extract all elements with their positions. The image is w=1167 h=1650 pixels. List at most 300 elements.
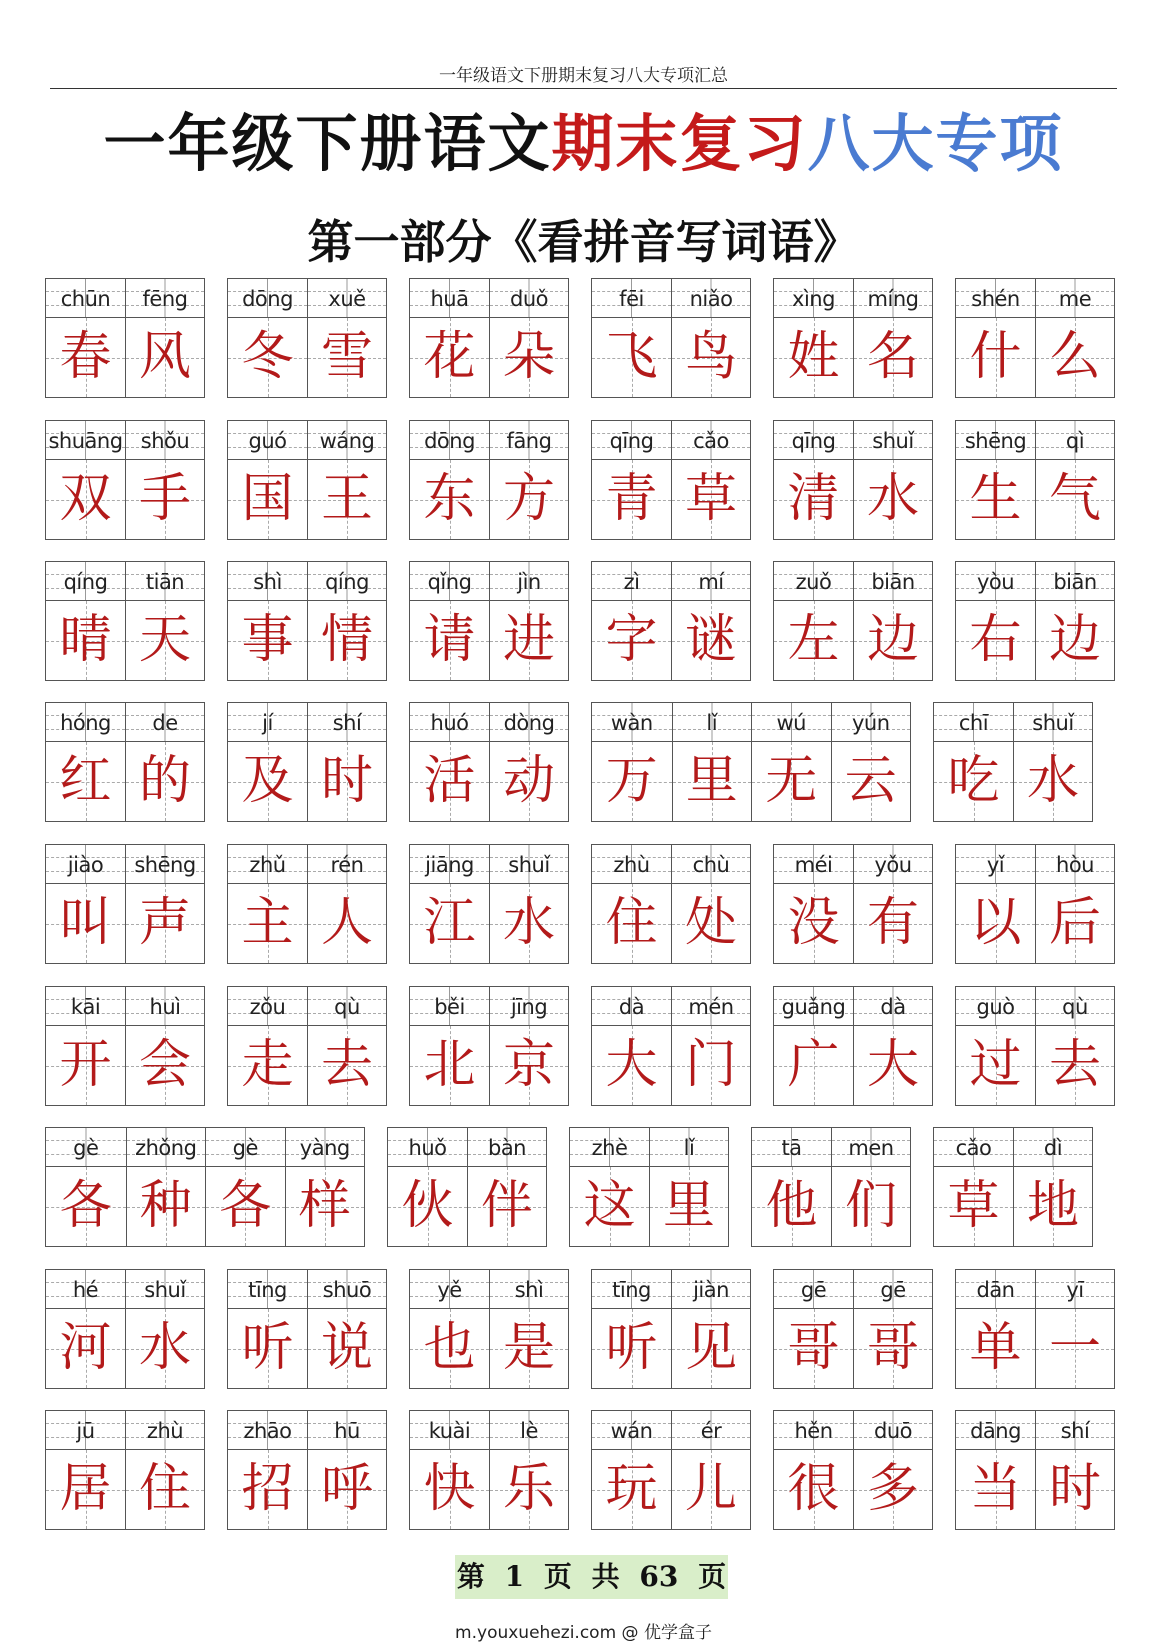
hanzi-text: 云	[844, 751, 897, 811]
hanzi-cell	[672, 318, 750, 397]
hanzi-cell	[592, 1026, 671, 1105]
pinyin-cell	[956, 1411, 1035, 1450]
char-cell	[125, 987, 204, 1105]
hanzi-text: 无	[765, 751, 818, 811]
word-box	[773, 986, 933, 1106]
pinyin-text: biān	[1053, 570, 1097, 594]
char-cell	[410, 845, 489, 963]
hanzi-cell	[1036, 460, 1114, 539]
hanzi-cell	[308, 1309, 386, 1388]
hanzi-text: 边	[866, 610, 919, 670]
pinyin-text: lǐ	[683, 1136, 695, 1160]
hanzi-text: 处	[684, 893, 737, 953]
hanzi-text: 住	[138, 1459, 191, 1519]
hanzi-cell	[126, 601, 204, 680]
hanzi-text: 有	[866, 893, 919, 953]
pinyin-cell	[308, 1411, 386, 1450]
hanzi-text: 吃	[947, 751, 1000, 811]
hanzi-cell	[308, 460, 386, 539]
pinyin-cell	[592, 279, 671, 318]
word-box	[227, 702, 387, 822]
hanzi-cell	[286, 1167, 365, 1246]
hanzi-text: 种	[139, 1176, 192, 1236]
pinyin-text: běi	[434, 995, 465, 1019]
char-cell	[1013, 1128, 1092, 1246]
hanzi-text: 是	[502, 1318, 555, 1378]
footer-site: m.youxuehezi.com @ 优学盒子	[455, 1623, 712, 1643]
pinyin-cell	[228, 987, 307, 1026]
hanzi-text: 王	[320, 469, 373, 529]
hanzi-text: 门	[684, 1035, 737, 1095]
hanzi-text: 多	[866, 1459, 919, 1519]
char-cell	[489, 987, 568, 1105]
pinyin-cell	[832, 1128, 910, 1167]
pinyin-text: bàn	[487, 1136, 526, 1160]
pinyin-text: lè	[520, 1419, 538, 1443]
pinyin-text: méi	[794, 853, 833, 877]
pinyin-cell	[127, 1128, 206, 1167]
word-box	[227, 1410, 387, 1530]
pinyin-text: shuǐ	[144, 1278, 186, 1302]
pinyin-text: jí	[262, 711, 273, 735]
pinyin-text: qù	[334, 995, 360, 1019]
char-cell	[752, 1128, 831, 1246]
hanzi-text: 草	[947, 1176, 1000, 1236]
pinyin-cell	[650, 1128, 728, 1167]
pinyin-cell	[592, 1411, 671, 1450]
hanzi-cell	[752, 742, 831, 821]
pinyin-cell	[934, 1128, 1013, 1167]
pinyin-cell	[490, 1270, 568, 1309]
pinyin-cell	[854, 279, 932, 318]
pinyin-text: duō	[874, 1419, 912, 1443]
pinyin-text: shí	[332, 711, 362, 735]
hanzi-cell	[956, 601, 1035, 680]
word-box	[45, 278, 205, 398]
word-box	[569, 1127, 729, 1247]
pinyin-text: kāi	[70, 995, 101, 1019]
hanzi-text: 进	[502, 610, 555, 670]
pinyin-text: tā	[781, 1136, 802, 1160]
hanzi-text: 清	[787, 469, 840, 529]
hanzi-text: 大	[866, 1035, 919, 1095]
hanzi-cell	[228, 742, 307, 821]
pinyin-text: fēi	[619, 287, 644, 311]
hanzi-text: 万	[605, 751, 658, 811]
pinyin-cell	[126, 1411, 204, 1450]
pinyin-text: men	[848, 1136, 894, 1160]
hanzi-cell	[832, 1167, 910, 1246]
char-cell	[831, 703, 911, 821]
char-cell	[228, 421, 307, 539]
word-box	[227, 278, 387, 398]
hanzi-text: 时	[1048, 1459, 1101, 1519]
char-cell	[125, 845, 204, 963]
char-cell	[592, 562, 671, 680]
pinyin-cell	[1036, 1411, 1114, 1450]
hanzi-text: 水	[502, 893, 555, 953]
hanzi-text: 后	[1048, 893, 1101, 953]
pinyin-text: zhù	[613, 853, 650, 877]
pinyin-cell	[46, 703, 125, 742]
pinyin-text: zhè	[591, 1136, 628, 1160]
pinyin-text: jiāng	[425, 853, 474, 877]
pinyin-cell	[286, 1128, 365, 1167]
hanzi-cell	[126, 1026, 204, 1105]
hanzi-cell	[934, 1167, 1013, 1246]
hanzi-text: 右	[969, 610, 1022, 670]
hanzi-cell	[308, 1450, 386, 1529]
hanzi-text: 快	[423, 1459, 476, 1519]
char-cell	[774, 1411, 853, 1529]
hanzi-cell	[1014, 1167, 1092, 1246]
hanzi-text: 听	[241, 1318, 294, 1378]
pinyin-text: yǒu	[874, 853, 912, 877]
pinyin-cell	[672, 421, 750, 460]
word-box	[227, 986, 387, 1106]
pinyin-cell	[956, 279, 1035, 318]
pinyin-cell	[956, 845, 1035, 884]
char-cell	[46, 1411, 125, 1529]
hanzi-text: 广	[787, 1035, 840, 1095]
hanzi-text: 及	[241, 751, 294, 811]
char-cell	[649, 1128, 728, 1246]
hanzi-text: 江	[423, 893, 476, 953]
pinyin-cell	[592, 987, 671, 1026]
word-box	[227, 844, 387, 964]
hanzi-text: 动	[502, 751, 555, 811]
pinyin-text: tīng	[612, 1278, 651, 1302]
pinyin-text: qù	[1062, 995, 1088, 1019]
word-box	[591, 278, 751, 398]
hanzi-text: 时	[320, 751, 373, 811]
hanzi-cell	[468, 1167, 546, 1246]
word-box	[933, 1127, 1093, 1247]
pinyin-text: gē	[880, 1278, 906, 1302]
pinyin-text: ér	[700, 1419, 722, 1443]
hanzi-cell	[490, 1450, 568, 1529]
hanzi-text: 里	[685, 751, 738, 811]
hanzi-cell	[956, 1026, 1035, 1105]
hanzi-cell	[308, 884, 386, 963]
header-small-title: 一年级语文下册期末复习八大专项汇总	[439, 66, 728, 86]
hanzi-cell	[410, 884, 489, 963]
pinyin-text: jīng	[510, 995, 548, 1019]
hanzi-text: 各	[219, 1176, 272, 1236]
word-box	[409, 986, 569, 1106]
hanzi-text: 开	[59, 1035, 112, 1095]
hanzi-text: 方	[502, 469, 555, 529]
word-box	[773, 420, 933, 540]
pinyin-text: jiàn	[693, 1278, 729, 1302]
word-box	[751, 1127, 911, 1247]
char-cell	[307, 1411, 386, 1529]
hanzi-cell	[490, 601, 568, 680]
hanzi-text: 左	[787, 610, 840, 670]
word-box	[409, 702, 569, 822]
hanzi-cell	[592, 1309, 671, 1388]
pinyin-cell	[228, 845, 307, 884]
hanzi-text: 也	[423, 1318, 476, 1378]
hanzi-cell	[46, 884, 125, 963]
pinyin-cell	[228, 1411, 307, 1450]
pinyin-cell	[592, 562, 671, 601]
pinyin-cell	[774, 279, 853, 318]
hanzi-text: 大	[605, 1035, 658, 1095]
pinyin-cell	[673, 703, 752, 742]
pinyin-cell	[46, 1128, 126, 1167]
pinyin-text: gè	[232, 1136, 258, 1160]
hanzi-cell	[934, 742, 1013, 821]
hanzi-cell	[126, 1309, 204, 1388]
hanzi-cell	[592, 318, 671, 397]
word-box	[45, 1410, 205, 1530]
char-cell	[489, 562, 568, 680]
pinyin-text: qīng	[609, 429, 654, 453]
hanzi-cell	[490, 884, 568, 963]
hanzi-cell	[752, 1167, 831, 1246]
pinyin-cell	[490, 279, 568, 318]
hanzi-cell	[490, 318, 568, 397]
pinyin-cell	[570, 1128, 649, 1167]
hanzi-cell	[410, 742, 489, 821]
hanzi-text: 过	[969, 1035, 1022, 1095]
pinyin-text: shì	[253, 570, 282, 594]
hanzi-text: 花	[423, 327, 476, 387]
hanzi-text: 玩	[605, 1459, 658, 1519]
pinyin-text: jìn	[517, 570, 541, 594]
char-cell	[489, 279, 568, 397]
main-title-blue: 八大专项	[807, 107, 1064, 180]
pinyin-cell	[956, 987, 1035, 1026]
char-cell	[46, 1128, 126, 1246]
hanzi-text: 哥	[787, 1318, 840, 1378]
hanzi-text: 叫	[59, 893, 112, 953]
pinyin-cell	[774, 987, 853, 1026]
hanzi-text: 伴	[480, 1176, 533, 1236]
char-cell	[1013, 703, 1092, 821]
hanzi-text: 飞	[605, 327, 658, 387]
pinyin-text: fēng	[142, 287, 188, 311]
pinyin-text: wú	[776, 711, 806, 735]
pinyin-text: de	[152, 711, 178, 735]
hanzi-cell	[490, 1309, 568, 1388]
char-cell	[1035, 279, 1114, 397]
hanzi-text: 风	[138, 327, 191, 387]
pinyin-text: huì	[149, 995, 181, 1019]
hanzi-text: 主	[241, 893, 294, 953]
pinyin-cell	[854, 845, 932, 884]
hanzi-cell	[854, 601, 932, 680]
hanzi-cell	[650, 1167, 728, 1246]
pinyin-text: lǐ	[706, 711, 718, 735]
char-cell	[751, 703, 831, 821]
pinyin-cell	[308, 703, 386, 742]
hanzi-text: 见	[684, 1318, 737, 1378]
hanzi-text: 听	[605, 1318, 658, 1378]
char-cell	[46, 987, 125, 1105]
hanzi-text: 生	[969, 469, 1022, 529]
pinyin-text: dì	[1043, 1136, 1063, 1160]
char-cell	[285, 1128, 365, 1246]
char-cell	[307, 703, 386, 821]
pinyin-cell	[468, 1128, 546, 1167]
pinyin-text: mí	[698, 570, 724, 594]
hanzi-cell	[1036, 318, 1114, 397]
char-cell	[1035, 987, 1114, 1105]
hanzi-cell	[774, 318, 853, 397]
hanzi-text: 当	[969, 1459, 1022, 1519]
main-title-black: 一年级下册语文	[103, 107, 552, 180]
char-cell	[592, 421, 671, 539]
char-cell	[592, 845, 671, 963]
hanzi-text: 情	[320, 610, 373, 670]
hanzi-cell	[308, 1026, 386, 1105]
char-cell	[956, 421, 1035, 539]
pinyin-text: qíng	[325, 570, 369, 594]
pinyin-text: qǐng	[427, 570, 472, 594]
char-cell	[1035, 1411, 1114, 1529]
char-cell	[46, 703, 125, 821]
hanzi-cell	[308, 742, 386, 821]
pinyin-text: míng	[867, 287, 919, 311]
pinyin-cell	[228, 562, 307, 601]
pinyin-text: huǒ	[408, 1136, 447, 1160]
char-cell	[489, 845, 568, 963]
pinyin-text: zì	[623, 570, 640, 594]
hanzi-cell	[228, 1026, 307, 1105]
pinyin-cell	[1036, 845, 1114, 884]
char-cell	[671, 279, 750, 397]
char-cell	[774, 421, 853, 539]
char-cell	[489, 421, 568, 539]
hanzi-cell	[673, 742, 752, 821]
hanzi-text: 边	[1048, 610, 1101, 670]
hanzi-text: 活	[423, 751, 476, 811]
hanzi-text: 事	[241, 610, 294, 670]
pinyin-text: chù	[692, 853, 730, 877]
hanzi-text: 红	[59, 751, 112, 811]
pinyin-cell	[46, 1411, 125, 1450]
section-title: 第一部分《看拼音写词语》	[307, 215, 860, 269]
word-box	[409, 561, 569, 681]
char-cell	[853, 987, 932, 1105]
pinyin-text: mén	[688, 995, 734, 1019]
pinyin-text: hěn	[794, 1419, 833, 1443]
pinyin-cell	[934, 703, 1013, 742]
word-box	[591, 702, 911, 822]
pinyin-text: dān	[976, 1278, 1015, 1302]
page-number: 第 1 页 共 63 页	[455, 1555, 728, 1599]
word-box	[773, 1410, 933, 1530]
pinyin-text: gē	[800, 1278, 827, 1302]
hanzi-cell	[410, 1026, 489, 1105]
pinyin-text: kuài	[428, 1419, 471, 1443]
char-cell	[467, 1128, 546, 1246]
hanzi-text: 姓	[787, 327, 840, 387]
pinyin-cell	[854, 562, 932, 601]
pinyin-cell	[490, 1411, 568, 1450]
word-box	[955, 1269, 1115, 1389]
hanzi-text: 说	[320, 1318, 373, 1378]
hanzi-text: 儿	[684, 1459, 737, 1519]
pinyin-cell	[126, 421, 204, 460]
pinyin-cell	[854, 1270, 932, 1309]
pinyin-text: gè	[73, 1136, 99, 1160]
pinyin-cell	[388, 1128, 467, 1167]
hanzi-cell	[206, 1167, 285, 1246]
hanzi-cell	[46, 1450, 125, 1529]
hanzi-text: 水	[1026, 751, 1079, 811]
hanzi-cell	[570, 1167, 649, 1246]
hanzi-cell	[1036, 884, 1114, 963]
pinyin-cell	[410, 1270, 489, 1309]
hanzi-cell	[126, 884, 204, 963]
pinyin-cell	[832, 703, 911, 742]
hanzi-cell	[672, 1309, 750, 1388]
char-cell	[125, 279, 204, 397]
hanzi-cell	[854, 1309, 932, 1388]
char-cell	[228, 845, 307, 963]
pinyin-cell	[1014, 703, 1092, 742]
pinyin-text: niǎo	[689, 287, 733, 311]
pinyin-cell	[956, 1270, 1035, 1309]
pinyin-text: zhǔ	[249, 853, 286, 877]
char-cell	[956, 845, 1035, 963]
word-box	[591, 844, 751, 964]
word-box	[773, 561, 933, 681]
pinyin-cell	[774, 1411, 853, 1450]
hanzi-text: 青	[605, 469, 658, 529]
pinyin-cell	[308, 845, 386, 884]
hanzi-cell	[46, 1309, 125, 1388]
char-cell	[671, 987, 750, 1105]
char-cell	[410, 562, 489, 680]
hanzi-cell	[410, 318, 489, 397]
hanzi-cell	[46, 1167, 126, 1246]
pinyin-cell	[672, 562, 750, 601]
pinyin-cell	[1036, 562, 1114, 601]
hanzi-cell	[672, 1026, 750, 1105]
char-cell	[1035, 845, 1114, 963]
hanzi-text: 招	[241, 1459, 294, 1519]
pinyin-text: zǒu	[249, 995, 286, 1019]
pinyin-cell	[490, 562, 568, 601]
char-cell	[570, 1128, 649, 1246]
pinyin-cell	[1036, 987, 1114, 1026]
char-cell	[46, 421, 125, 539]
pinyin-cell	[308, 987, 386, 1026]
hanzi-cell	[854, 1450, 932, 1529]
pinyin-text: yī	[1066, 1278, 1084, 1302]
hanzi-cell	[956, 318, 1035, 397]
char-cell	[671, 845, 750, 963]
char-cell	[671, 421, 750, 539]
pinyin-cell	[126, 279, 204, 318]
char-cell	[307, 562, 386, 680]
pinyin-text: shuǐ	[508, 853, 550, 877]
hanzi-text: 气	[1048, 469, 1101, 529]
pinyin-text: biān	[871, 570, 915, 594]
pinyin-text: yàng	[299, 1136, 350, 1160]
hanzi-cell	[490, 742, 568, 821]
hanzi-text: 国	[241, 469, 294, 529]
hanzi-cell	[490, 460, 568, 539]
pinyin-text: jū	[76, 1419, 95, 1443]
hanzi-text: 住	[605, 893, 658, 953]
pinyin-cell	[410, 421, 489, 460]
pinyin-cell	[308, 421, 386, 460]
